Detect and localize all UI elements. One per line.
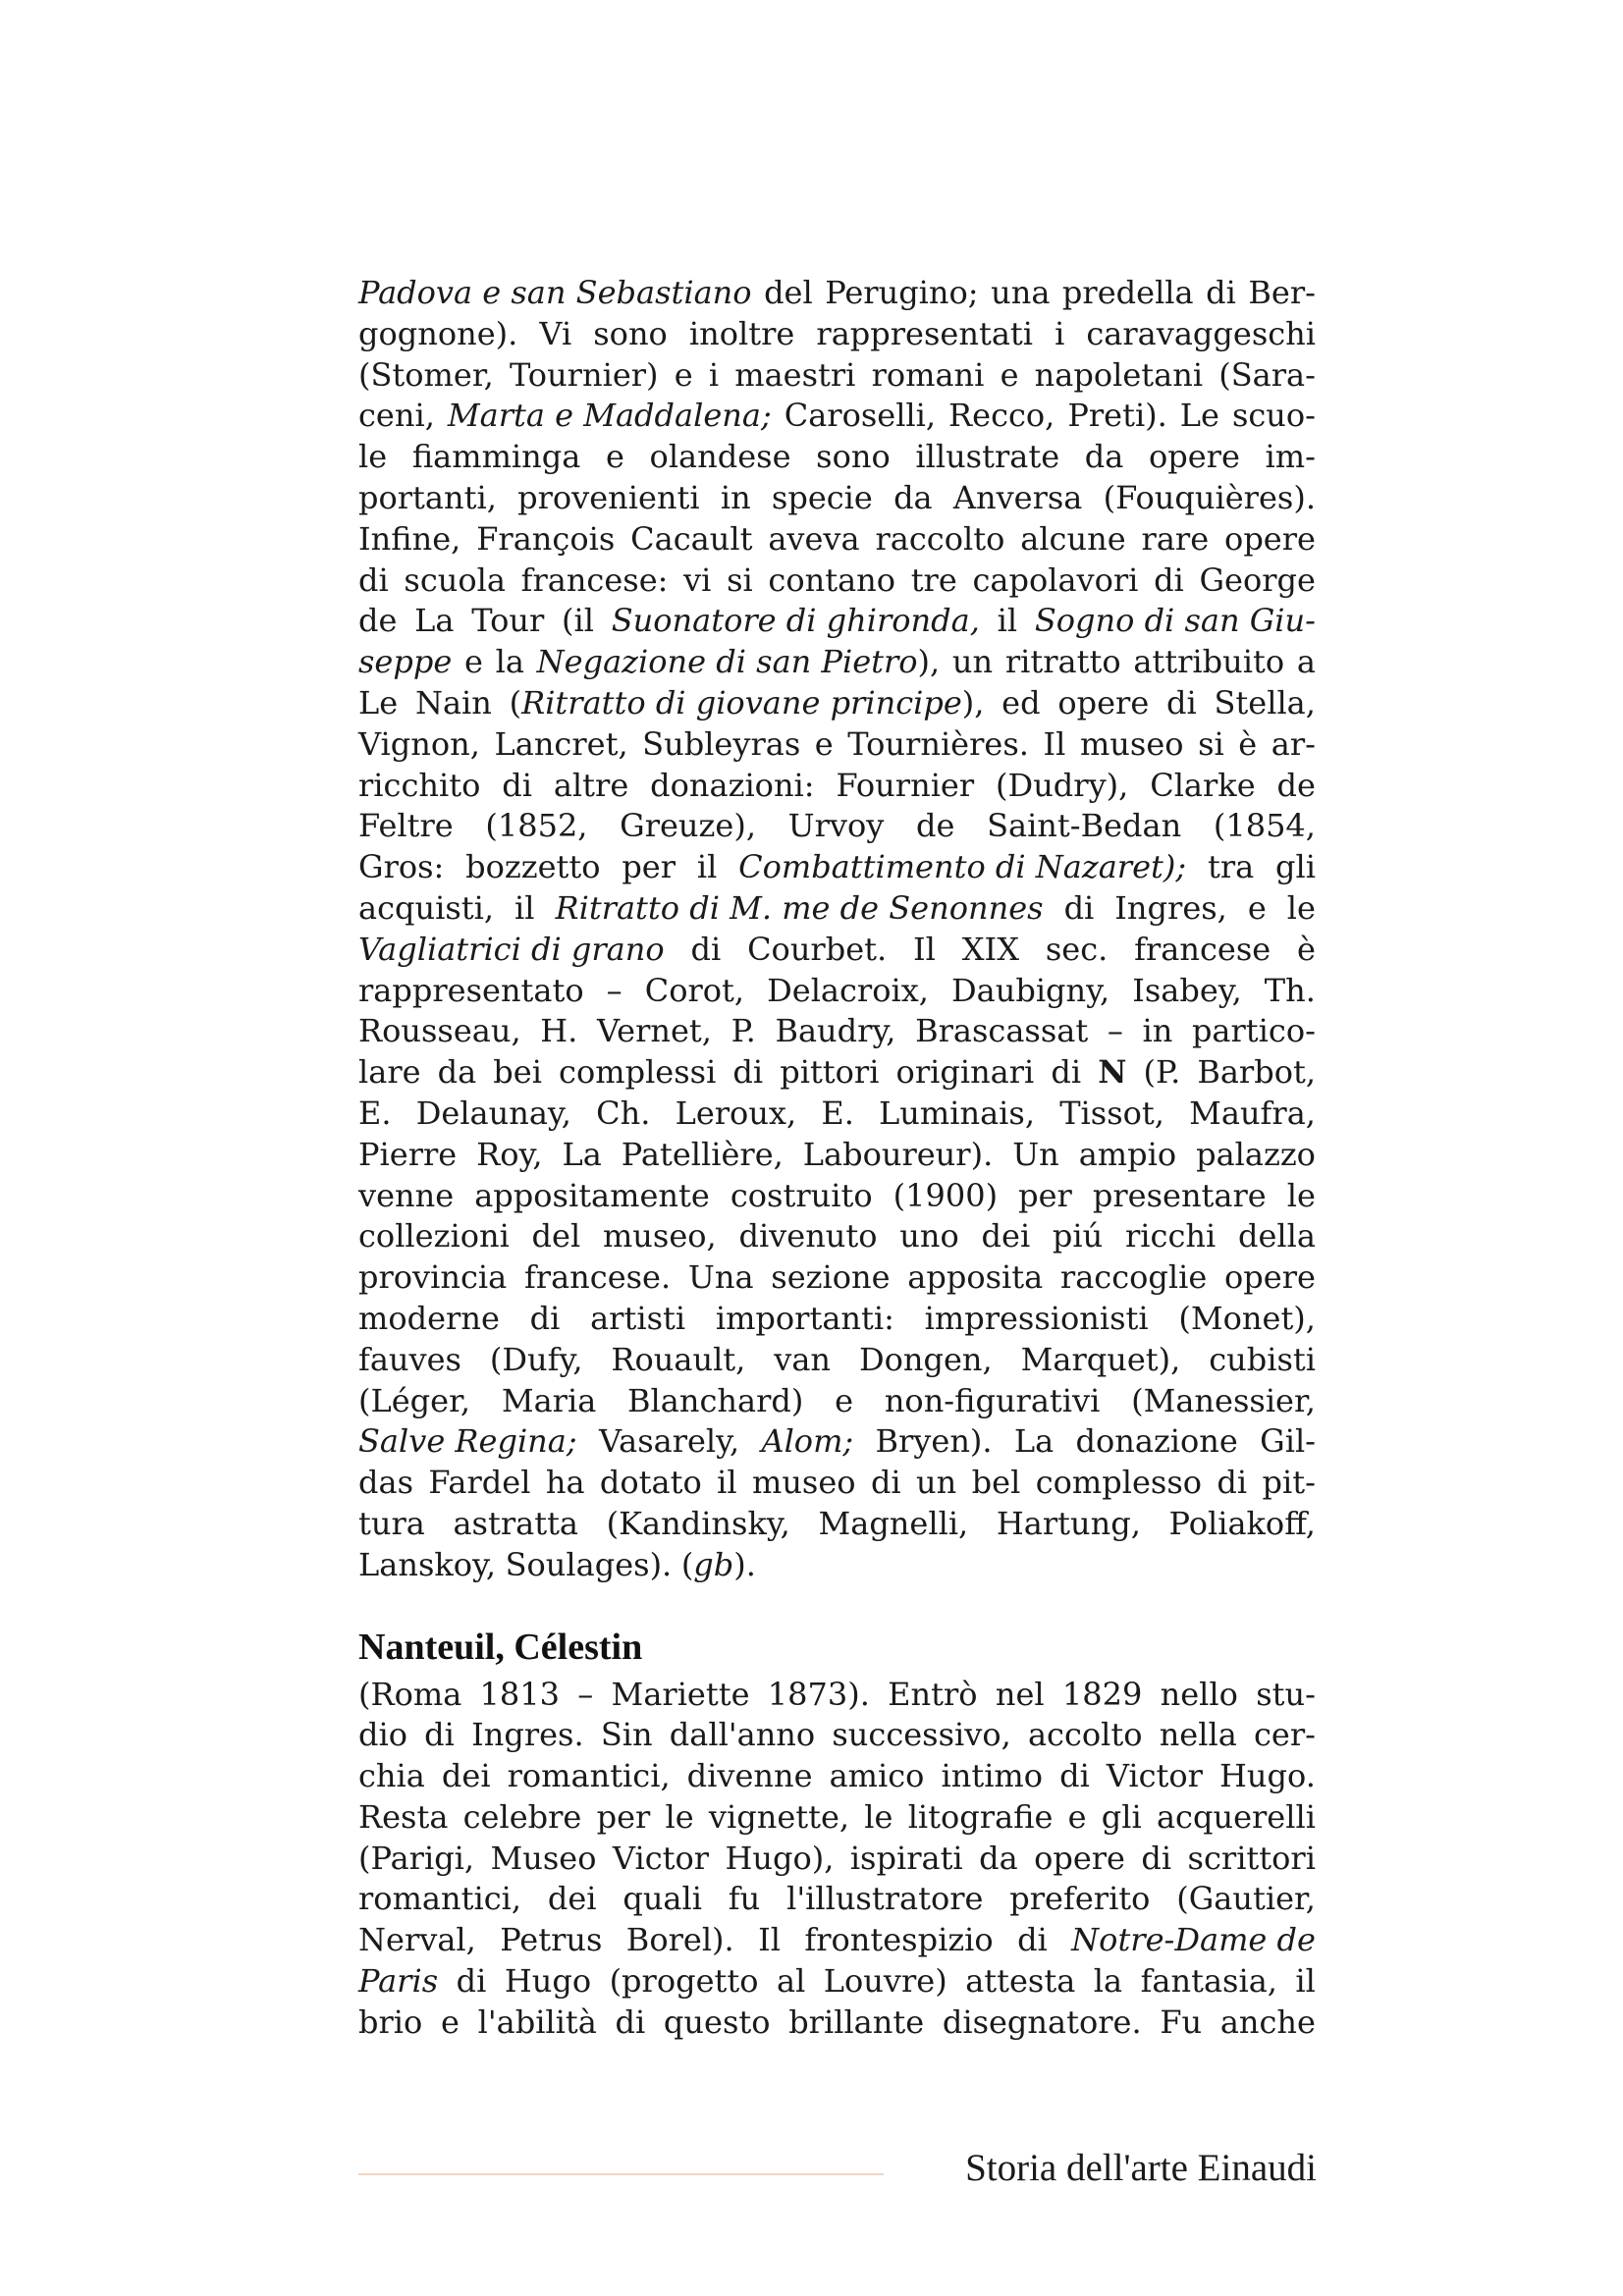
nanteuil-text-line: (Parigi, Museo Victor Hugo), ispirati da opere di scrittori bbox=[358, 1839, 1316, 1877]
museum-text-line: Feltre (1852, Greuze), Urvoy de Saint-Bedan (1854, bbox=[358, 807, 1316, 845]
museum-text-line: de La Tour (il Suonatore di ghironda, il Sogno di san Giu- bbox=[358, 602, 1316, 640]
nanteuil-text-line: Resta celebre per le vignette, le litografie e gli acquerelli bbox=[358, 1797, 1316, 1836]
page-body bbox=[358, 273, 1316, 2044]
museum-text-line: (Léger, Maria Blanchard) e non-figurativi (Manessier, bbox=[358, 1381, 1316, 1419]
museum-text-line: tura astratta (Kandinsky, Magnelli, Hartung, Poliakoff, bbox=[358, 1504, 1316, 1542]
nanteuil-text-line: romantici, dei quali fu l'illustratore preferito (Gautier, bbox=[358, 1880, 1316, 1918]
footer-rule bbox=[358, 2173, 884, 2175]
museum-text-line: portanti, provenienti in specie da Anversa (Fouquières). bbox=[358, 478, 1316, 516]
museum-text-line: moderne di artisti importanti: impressionisti (Monet), bbox=[358, 1299, 1316, 1337]
museum-text-line: lare da bei complessi di pittori originari di N (P. Barbot, bbox=[358, 1053, 1316, 1092]
museum-text-line: di scuola francese: vi si contano tre capolavori di George bbox=[358, 561, 1316, 599]
museum-text-line: fauves (Dufy, Rouault, van Dongen, Marquet), cubisti bbox=[358, 1340, 1316, 1378]
museum-text-line: das Fardel ha dotato il museo di un bel complesso di pit- bbox=[358, 1464, 1316, 1502]
museum-text-line: Padova e san Sebastiano del Perugino; una predella di Ber- bbox=[358, 274, 1316, 311]
museum-text-line: E. Delaunay, Ch. Leroux, E. Luminais, Tissot, Maufra, bbox=[358, 1094, 1316, 1132]
museum-text-line: Infine, François Cacault aveva raccolto alcune rare opere bbox=[358, 519, 1316, 558]
museum-text-line: Vignon, Lancret, Subleyras e Tournières. Il museo si è ar- bbox=[358, 724, 1316, 763]
museum-text-line: (Stomer, Tournier) e i maestri romani e napoletani (Sara- bbox=[358, 355, 1316, 394]
entry-text-nanteuil bbox=[358, 1675, 1316, 2044]
nanteuil-text-line: (Roma 1813 – Mariette 1873). Entrò nel 1829 nello stu- bbox=[358, 1675, 1316, 1713]
museum-text-line: le fiamminga e olandese sono illustrate da opere im- bbox=[358, 438, 1316, 476]
entry-heading: Nanteuil, Célestin bbox=[358, 1626, 643, 1668]
nanteuil-text-line: chia dei romantici, divenne amico intimo di Victor Hugo. bbox=[358, 1757, 1316, 1795]
museum-text-line: Gros: bozzetto per il Combattimento di Nazaret); tra gli bbox=[358, 848, 1316, 886]
museum-text-line: ceni, Marta e Maddalena; Caroselli, Recco, Preti). Le scuo- bbox=[358, 397, 1316, 435]
footer-title: Storia dell'arte Einaudi bbox=[965, 2147, 1317, 2189]
museum-text-line: seppe e la Negazione di san Pietro), un ritratto attribuito a bbox=[358, 643, 1316, 681]
museum-text-line: Vagliatrici di grano di Courbet. Il XIX sec. francese è bbox=[358, 930, 1316, 968]
museum-text-line: Pierre Roy, La Patellière, Laboureur). Un ampio palazzo bbox=[358, 1135, 1316, 1173]
museum-text-line: ricchito di altre donazioni: Fournier (Dudry), Clarke de bbox=[358, 766, 1316, 804]
nanteuil-text-line: dio di Ingres. Sin dall'anno successivo, accolto nella cer- bbox=[358, 1716, 1316, 1754]
museum-text-line: rappresentato – Corot, Delacroix, Daubigny, Isabey, Th. bbox=[358, 971, 1316, 1009]
museum-text-line: gognone). Vi sono inoltre rappresentati i caravaggeschi bbox=[358, 314, 1316, 352]
entry-text-museum bbox=[358, 273, 1316, 1586]
nanteuil-text-line: brio e l'abilità di questo brillante disegnatore. Fu anche bbox=[358, 2002, 1316, 2041]
museum-text-line: Lanskoy, Soulages). (gb). bbox=[358, 1545, 756, 1583]
nanteuil-text-line: Paris di Hugo (progetto al Louvre) attesta la fantasia, il bbox=[358, 1962, 1316, 2001]
museum-text-line: venne appositamente costruito (1900) per presentare le bbox=[358, 1176, 1316, 1214]
nanteuil-text-line: Nerval, Petrus Borel). Il frontespizio di Notre-Dame de bbox=[358, 1921, 1316, 1959]
museum-text-line: Le Nain (Ritratto di giovane principe), ed opere di Stella, bbox=[358, 683, 1316, 721]
museum-text-line: collezioni del museo, divenuto uno dei piú ricchi della bbox=[358, 1217, 1316, 1255]
museum-text-line: Rousseau, H. Vernet, P. Baudry, Brascassat – in partico- bbox=[358, 1012, 1316, 1050]
museum-text-line: acquisti, il Ritratto di M. me de Senonnes di Ingres, e le bbox=[358, 888, 1316, 927]
museum-text-line: provincia francese. Una sezione apposita raccoglie opere bbox=[358, 1258, 1316, 1297]
museum-text-line: Salve Regina; Vasarely, Alom; Bryen). La donazione Gil- bbox=[358, 1422, 1316, 1461]
